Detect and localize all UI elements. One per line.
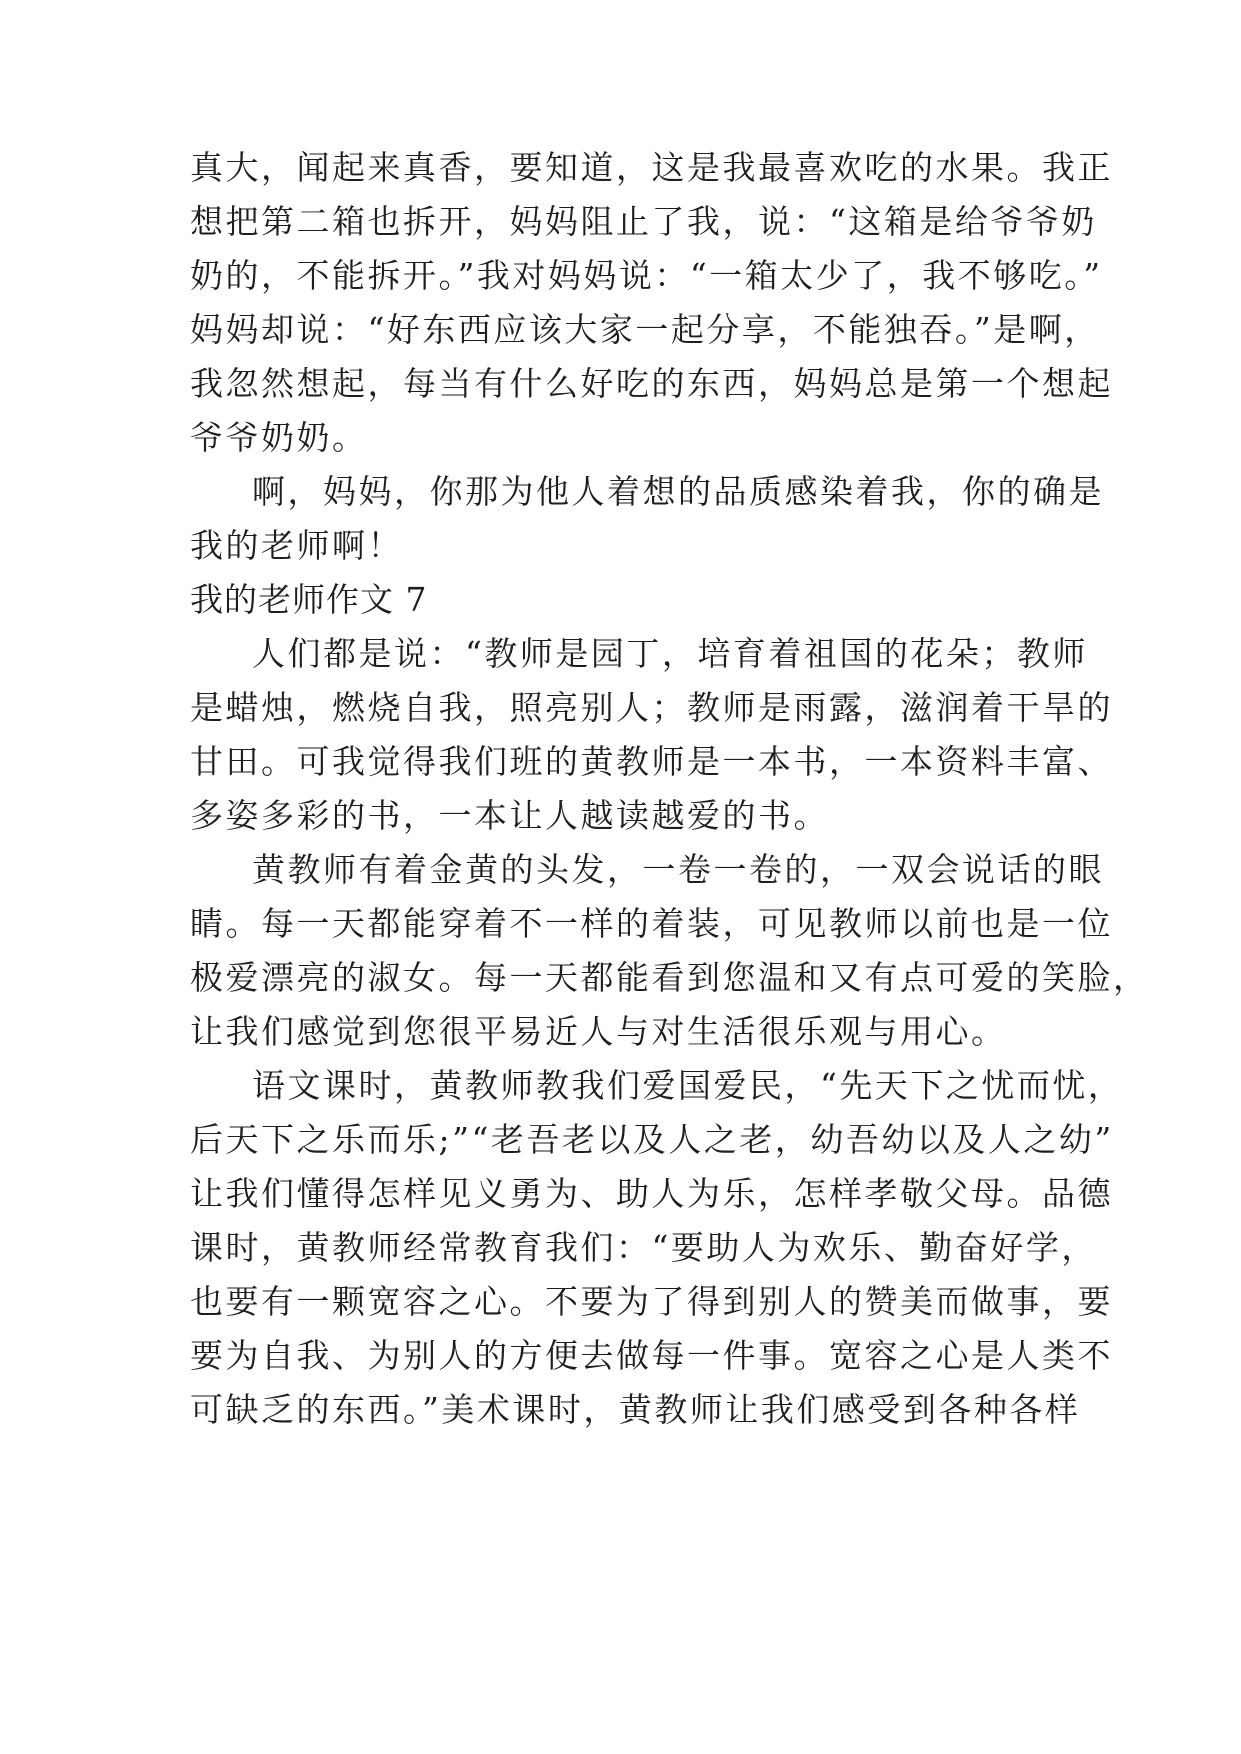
text-line: 爷爷奶奶。 — [190, 418, 368, 457]
text-line: 我的老师啊！ — [190, 526, 403, 565]
text-line: 要为自我、为别人的方便去做每一件事。宽容之心是人类不 — [190, 1336, 1113, 1375]
text-line: 可缺乏的东西。”美术课时，黄教师让我们感受到各种各样 — [190, 1390, 1081, 1429]
text-line: 睛。每一天都能穿着不一样的着装，可见教师以前也是一位 — [190, 904, 1113, 943]
text-line: 后天下之乐而乐;”“老吾老以及人之老，幼吾幼以及人之幼” — [190, 1120, 1114, 1159]
text-line: 甘田。可我觉得我们班的黄教师是一本书，一本资料丰富、 — [190, 742, 1113, 781]
text-line: 是蜡烛，燃烧自我，照亮别人；教师是雨露，滋润着干旱的 — [190, 688, 1113, 727]
section-heading: 我的老师作文 7 — [190, 580, 428, 619]
text-line: 妈妈却说：“好东西应该大家一起分享，不能独吞。”是啊， — [190, 310, 1100, 349]
paragraph-start-line: 人们都是说：“教师是园丁，培育着祖国的花朵；教师 — [252, 634, 1088, 673]
text-line: 极爱漂亮的淑女。每一天都能看到您温和又有点可爱的笑脸， — [190, 958, 1149, 997]
paragraph-start-line: 语文课时，黄教师教我们爱国爱民，“先天下之忧而忧， — [252, 1066, 1124, 1105]
text-line: 课时，黄教师经常教育我们：“要助人为欢乐、勤奋好学， — [190, 1228, 1097, 1267]
text-line: 我忽然想起，每当有什么好吃的东西，妈妈总是第一个想起 — [190, 364, 1113, 403]
text-line: 让我们感觉到您很平易近人与对生活很乐观与用心。 — [190, 1012, 1007, 1051]
text-line: 多姿多彩的书，一本让人越读越爱的书。 — [190, 796, 829, 835]
text-line: 想把第二箱也拆开，妈妈阻止了我，说：“这箱是给爷爷奶 — [190, 202, 1097, 241]
text-line: 奶的，不能拆开。”我对妈妈说：“一箱太少了，我不够吃。” — [190, 256, 1103, 295]
paragraph-start-line: 黄教师有着金黄的头发，一卷一卷的，一双会说话的眼 — [252, 850, 1104, 889]
text-line: 真大，闻起来真香，要知道，这是我最喜欢吃的水果。我正 — [190, 148, 1113, 187]
paragraph-start-line: 啊，妈妈，你那为他人着想的品质感染着我，你的确是 — [252, 472, 1104, 511]
text-line: 让我们懂得怎样见义勇为、助人为乐，怎样孝敬父母。品德 — [190, 1174, 1113, 1213]
text-line: 也要有一颗宽容之心。不要为了得到别人的赞美而做事，要 — [190, 1282, 1113, 1321]
